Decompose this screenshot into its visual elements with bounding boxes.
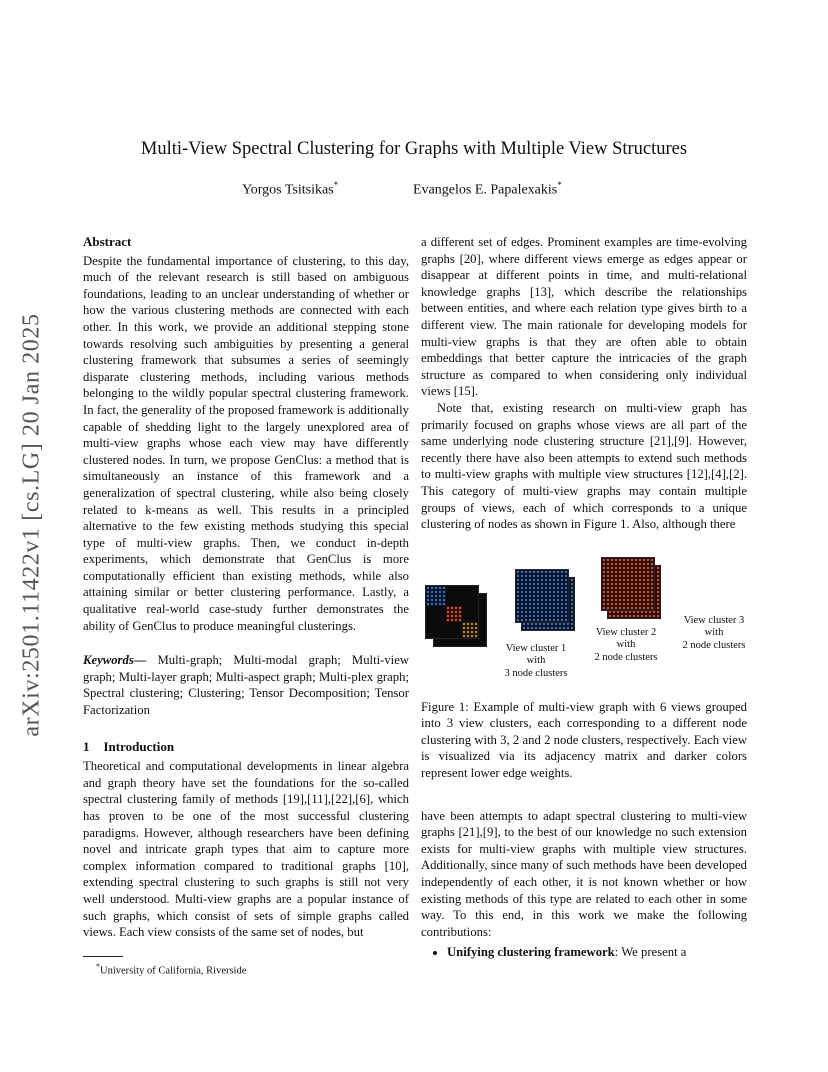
abstract-text: Despite the fundamental importance of clustering, to this day, much of the relevant research is still based on ambiguous foundations, leading to an unclear understanding of whether or how the various clustering methods are connected with each other. In this work, we provide an additional stepping stone towards resolving such ambiguities by presenting a general clustering framework that subsumes a series of seemingly disparate clustering methods, including various methods belonging to the wildly popular spectral clustering framework. In fact, the generality of the proposed framework is additionally capable of shedding light to the largely unexplored area of multi-view graphs whose each view may have differently clustered nodes. In turn, we propose GenClus: a method that is simultaneously an instance of this framework and a generalization of spectral clustering, while also being closely related to k-means as well. This results in a principled alternative to the few existing methods studying this special type of multi-view graphs. Then, we conduct in-depth experiments, which demonstrate that GenClus is more computationally efficient than existing methods, while also attaining similar or better clustering performance. Lastly, a qualitative real-world case-study further demonstrates the ability of GenClus to produce meaningful clusterings. bbox=[83, 253, 409, 633]
figure-1-caption: Figure 1: Example of multi-view graph with 6 views grouped into 3 view clusters, each corresponding to a different node clustering with 3, 2 and 2 node clusters, respectively. Each view is visualized via its adjacency matrix and darker colors represent lower edge weights. bbox=[421, 699, 747, 781]
contribution-title: Unifying clustering framework bbox=[447, 945, 615, 960]
arxiv-id-text: arXiv:2501.11422v1 [cs.LG] 20 Jan 2025 bbox=[18, 313, 45, 737]
section-number: 1 bbox=[83, 738, 90, 754]
vc3-line-2: with bbox=[704, 627, 724, 639]
view-cluster-3-label bbox=[679, 615, 749, 653]
adjacency-matrix-vc2 bbox=[515, 569, 569, 623]
paper-title: Multi-View Spectral Clustering for Graphs with Multiple View Structures bbox=[140, 139, 688, 159]
author-1-mark: * bbox=[333, 180, 339, 190]
contribution-list bbox=[421, 944, 747, 961]
vc2-line-2: with bbox=[616, 639, 636, 651]
intro-text: Theoretical and computational developments in linear algebra and graph theory have set the foundations for the so-called spectral clustering family of methods [19],[11],[22],[6], which has proven to be one of the most successful clustering paradigms. However, although researchers have been defining novel and intricate graph types that aim to capture more complex information compared to traditional graphs [10], extending spectral clustering to such graphs is still not very well understood. Multi-view graphs are a popular instance of such graphs, which consist of sets of simple graphs called views. Each view consists of the same set of nodes, but bbox=[83, 759, 409, 940]
author-2-mark: * bbox=[557, 180, 562, 190]
adjacency-matrix-vc1 bbox=[425, 585, 479, 639]
abstract-heading: Abstract bbox=[83, 234, 132, 249]
right-paragraph-1: a different set of edges. Prominent examples are time-evolving graphs [20], where different views emerge as edges appear or disappear at different points in time, and multi-relational knowledge graphs [13], which describe the relationships between entities, and where each relation type gives birth to a different view. The main rationale for developing models for multi-view graphs is that they are often able to obtain embeddings that better capture the intricacies of the graph structure as compared to when considering only individual views [15]. bbox=[421, 235, 747, 399]
adjacency-matrix-vc3 bbox=[601, 557, 655, 611]
section-title: Introduction bbox=[103, 738, 175, 754]
author-2-name: Evangelos E. Papalexakis bbox=[413, 182, 558, 198]
arxiv-identifier bbox=[12, 290, 52, 760]
footnote-text: University of California, Riverside bbox=[100, 965, 247, 977]
vc1-line-3: 3 node clusters bbox=[504, 667, 568, 679]
contribution-text: : We present a bbox=[614, 945, 687, 960]
left-column bbox=[83, 234, 409, 941]
section-heading-introduction bbox=[83, 739, 409, 756]
footnote-mark: * bbox=[96, 962, 100, 971]
view-cluster-2-label bbox=[591, 627, 661, 665]
footnote bbox=[96, 962, 246, 977]
vc2-line-3: 2 node clusters bbox=[594, 651, 658, 663]
contribution-item bbox=[447, 944, 747, 961]
keywords-text: Multi-graph; Multi-modal graph; Multi-view graph; Multi-layer graph; Multi-aspect graph; Multi-plex graph; Spectral clustering; Clustering; Tensor Decomposition; Tensor Factorization bbox=[83, 653, 410, 718]
author-1 bbox=[242, 180, 338, 199]
footnote-rule bbox=[83, 956, 123, 957]
right-paragraph-3: have been attempts to adapt spectral clustering to multi-view graphs [21],[9], to the best of our knowledge no such extension exists for multi-view graphs with multiple view structures. Additionally, since many of such methods have been developed independently of each other, it is not known whether or how existing methods of this type are related to each other in some way. To this end, in this work we make the following contributions: bbox=[421, 808, 747, 939]
vc1-line-1: View cluster 1 bbox=[505, 642, 567, 654]
figure-1 bbox=[421, 565, 747, 687]
vc2-line-1: View cluster 2 bbox=[595, 626, 657, 638]
vc3-line-3: 2 node clusters bbox=[682, 639, 746, 651]
right-paragraph-2: Note that, existing research on multi-view graph has primarily focused on graphs whose views are all part of the same underlying node clustering structure [21],[9]. However, recently there have also been attempts to extend such methods to multi-view graphs with multiple view structures [12],[4],[2]. This category of multi-view graphs may contain multiple groups of views, each of which corresponds to a unique clustering of nodes as shown in Figure 1. Also, although there bbox=[421, 400, 747, 532]
author-1-name: Yorgos Tsitsikas bbox=[242, 182, 334, 198]
keywords-label: Keywords— bbox=[83, 653, 147, 668]
vc1-line-2: with bbox=[526, 655, 546, 667]
keywords bbox=[83, 652, 409, 718]
right-column bbox=[421, 234, 747, 961]
vc3-line-1: View cluster 3 bbox=[683, 614, 745, 626]
author-2 bbox=[413, 180, 562, 199]
view-cluster-1-label bbox=[501, 643, 571, 681]
